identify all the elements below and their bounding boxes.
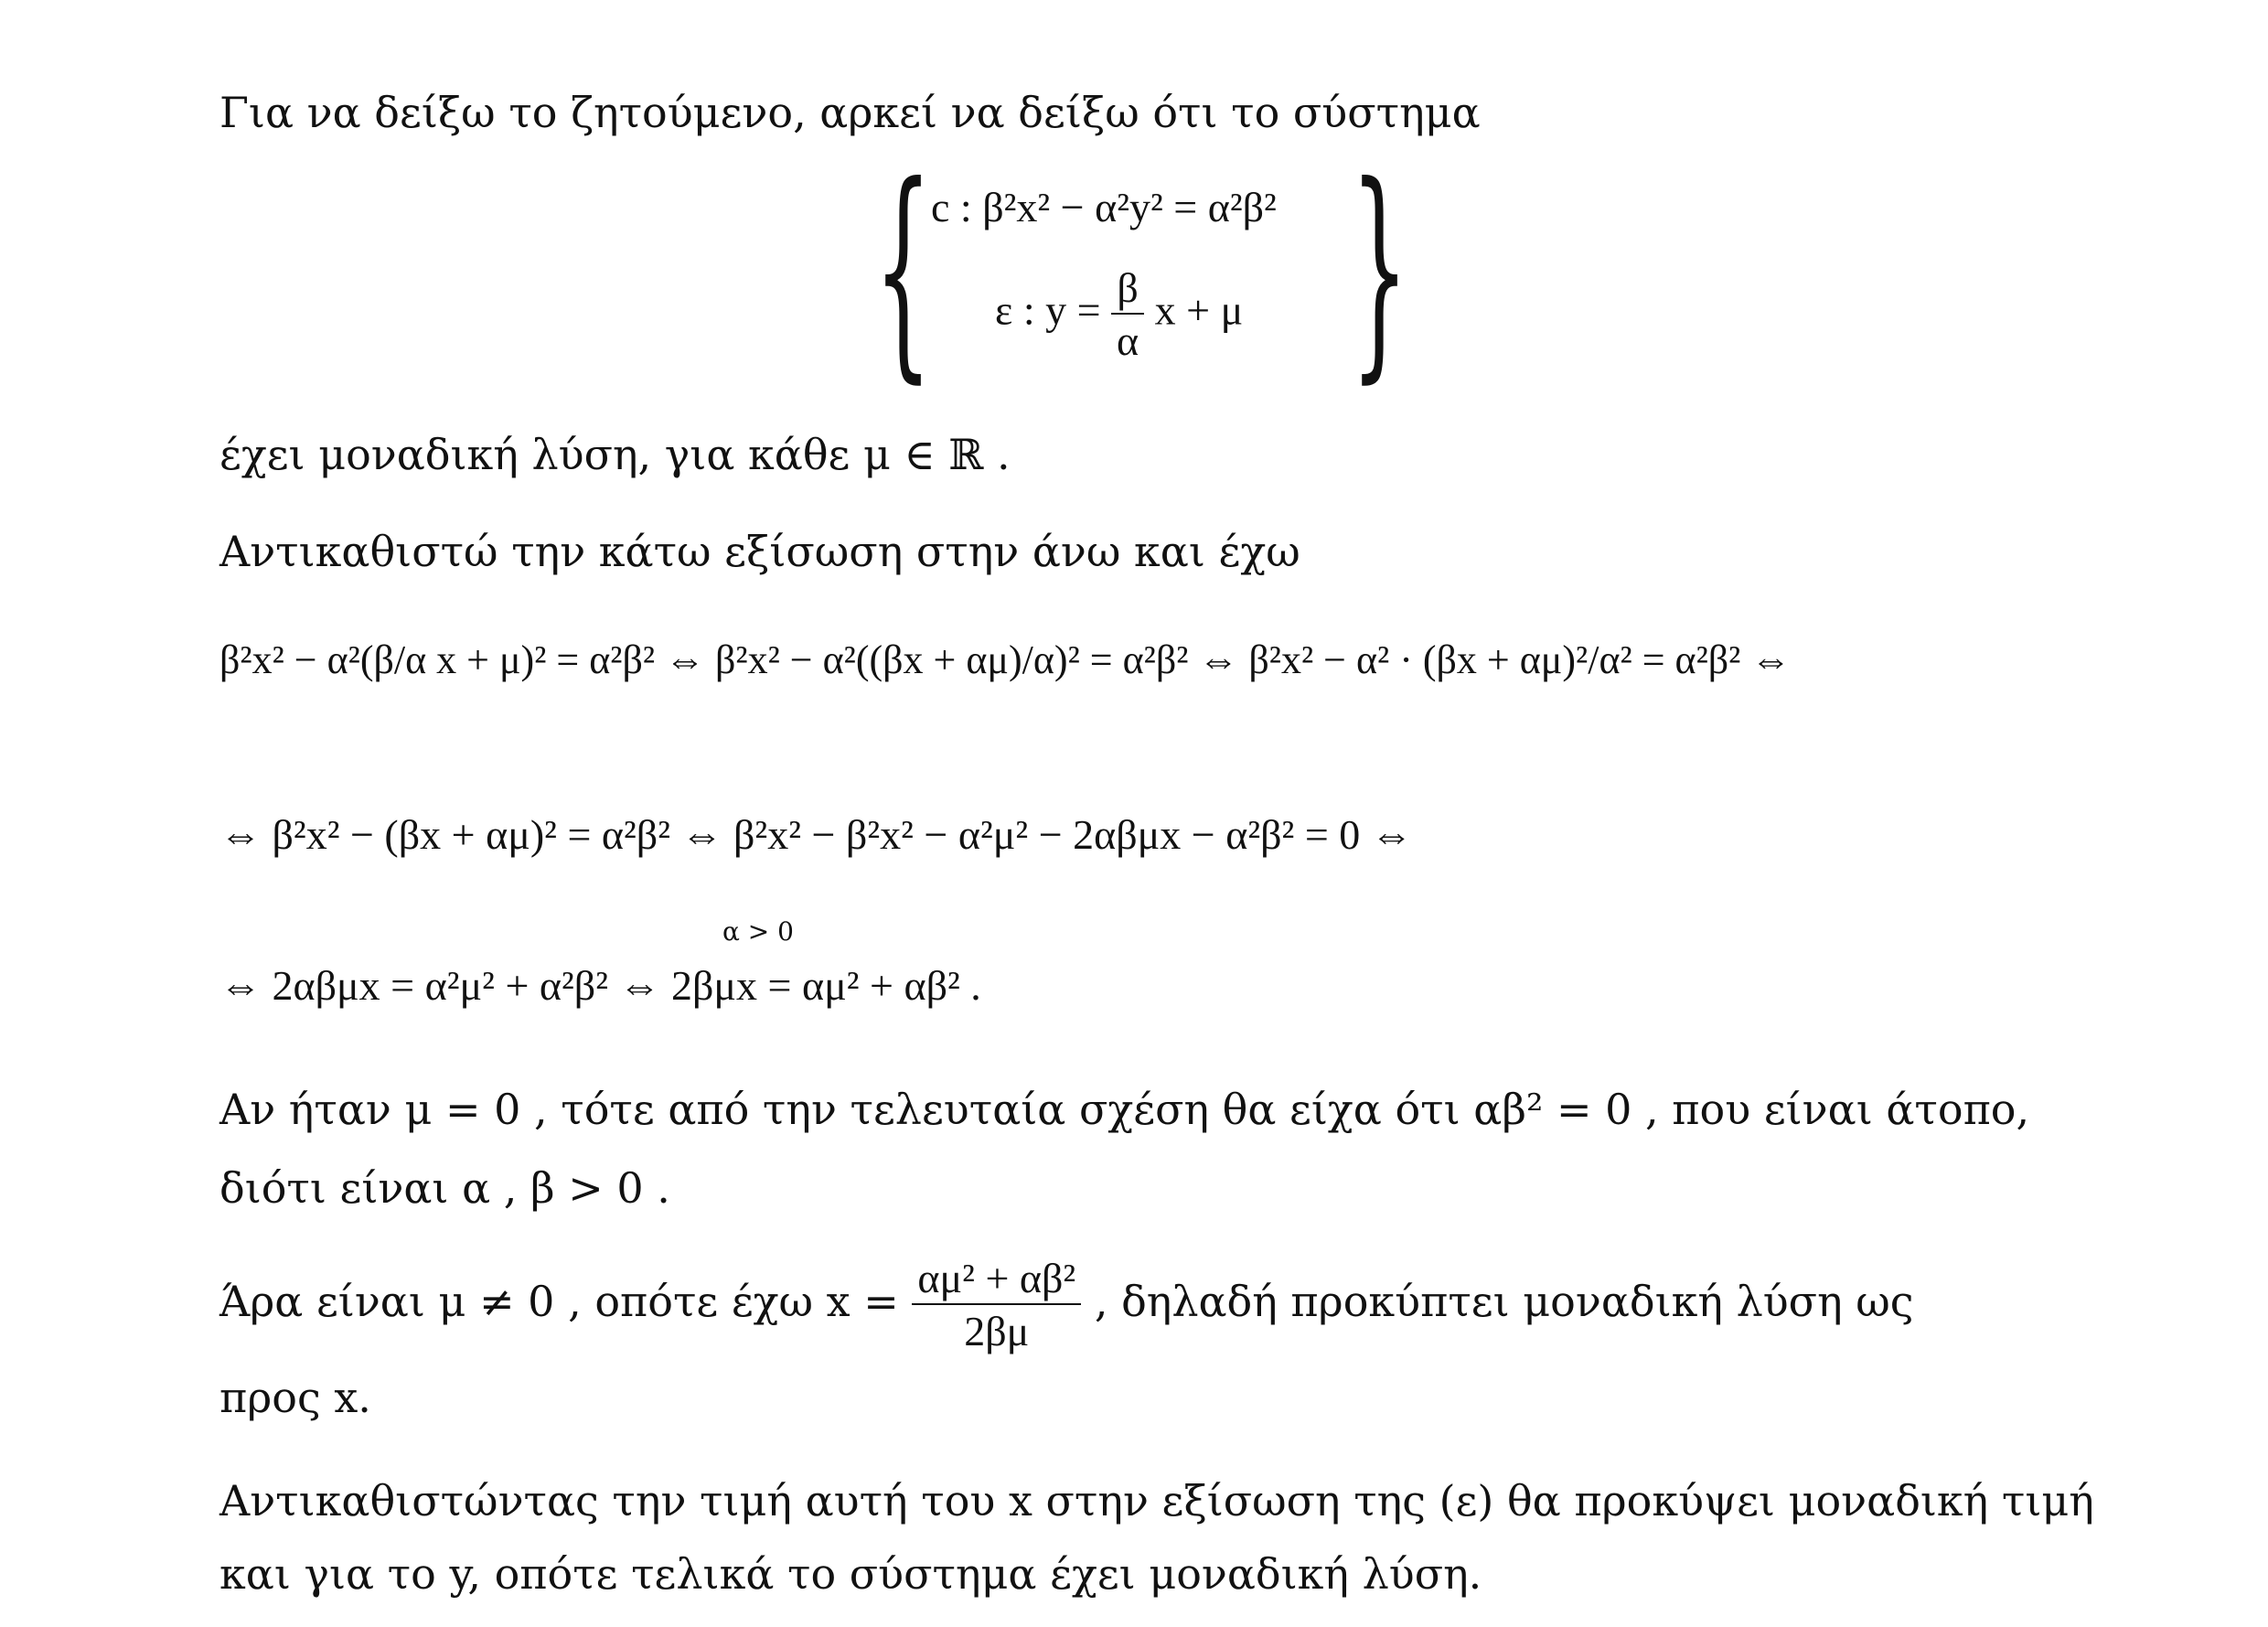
contradiction-line-1: Αν ήταν μ = 0 , τότε από την τελευταία σχέση θα είχα ότι αβ² = 0 , που είναι άτοπο, <box>219 1085 2030 1134</box>
intro-text: Για να δείξω το ζητούμενο, αρκεί να δείξω ότι το σύστημα <box>219 88 1481 137</box>
condition-label: α > 0 <box>722 916 794 947</box>
derivation-line-1: β²x² − α²(β/α x + μ)² = α²β² ⇔ β²x² − α²((βx + αμ)/α)² = α²β² ⇔ β²x² − α² · (βx + αμ)²/α² = α²β² ⇔ <box>219 637 1792 682</box>
line-eq-lhs: ε : y = <box>995 286 1101 334</box>
left-brace: { <box>873 136 933 402</box>
line-eq-rhs: x + μ <box>1154 286 1244 334</box>
derivation-line-3: ⇔ 2αβμx = α²μ² + α²β² ⇔ 2βμx = αμ² + αβ² . <box>219 962 981 1009</box>
conclusion-prefix: Άρα είναι μ ≠ 0 , οπότε έχω x = <box>219 1277 899 1326</box>
unique-solution-text: έχει μοναδική λύση, για κάθε μ ∈ ℝ . <box>219 430 1011 479</box>
solution-numerator: αμ² + αβ² <box>912 1258 1081 1305</box>
derivation-line-2: ⇔ β²x² − (βx + αμ)² = α²β² ⇔ β²x² − β²x² − α²μ² − 2αβμx − α²β² = 0 ⇔ <box>219 811 1413 858</box>
system-equation-line <box>995 264 1244 364</box>
equation-system <box>873 136 1409 402</box>
conclusion-line-2: προς x. <box>219 1373 371 1422</box>
substitute-text: Αντικαθιστώ την κάτω εξίσωση στην άνω και έχω <box>219 527 1300 576</box>
conclusion-line-1 <box>219 1255 1914 1354</box>
line-eq-fraction <box>1111 264 1144 364</box>
final-line-2: και για το y, οπότε τελικά το σύστημα έχει μοναδική λύση. <box>219 1549 1482 1599</box>
conclusion-suffix: , δηλαδή προκύπτει μοναδική λύση ως <box>1094 1277 1914 1326</box>
system-equation-hyperbola: c : β²x² − α²y² = α²β² <box>931 184 1277 230</box>
right-brace: } <box>1350 136 1409 402</box>
solution-fraction <box>912 1255 1081 1354</box>
fraction-denominator: α <box>1117 317 1139 364</box>
final-line-1: Αντικαθιστώντας την τιμή αυτή του x στην εξίσωση της (ε) θα προκύψει μοναδική τιμή <box>219 1476 2094 1525</box>
solution-denominator: 2βμ <box>964 1308 1030 1354</box>
fraction-numerator: β <box>1111 267 1144 315</box>
contradiction-line-2: διότι είναι α , β > 0 . <box>219 1163 670 1213</box>
